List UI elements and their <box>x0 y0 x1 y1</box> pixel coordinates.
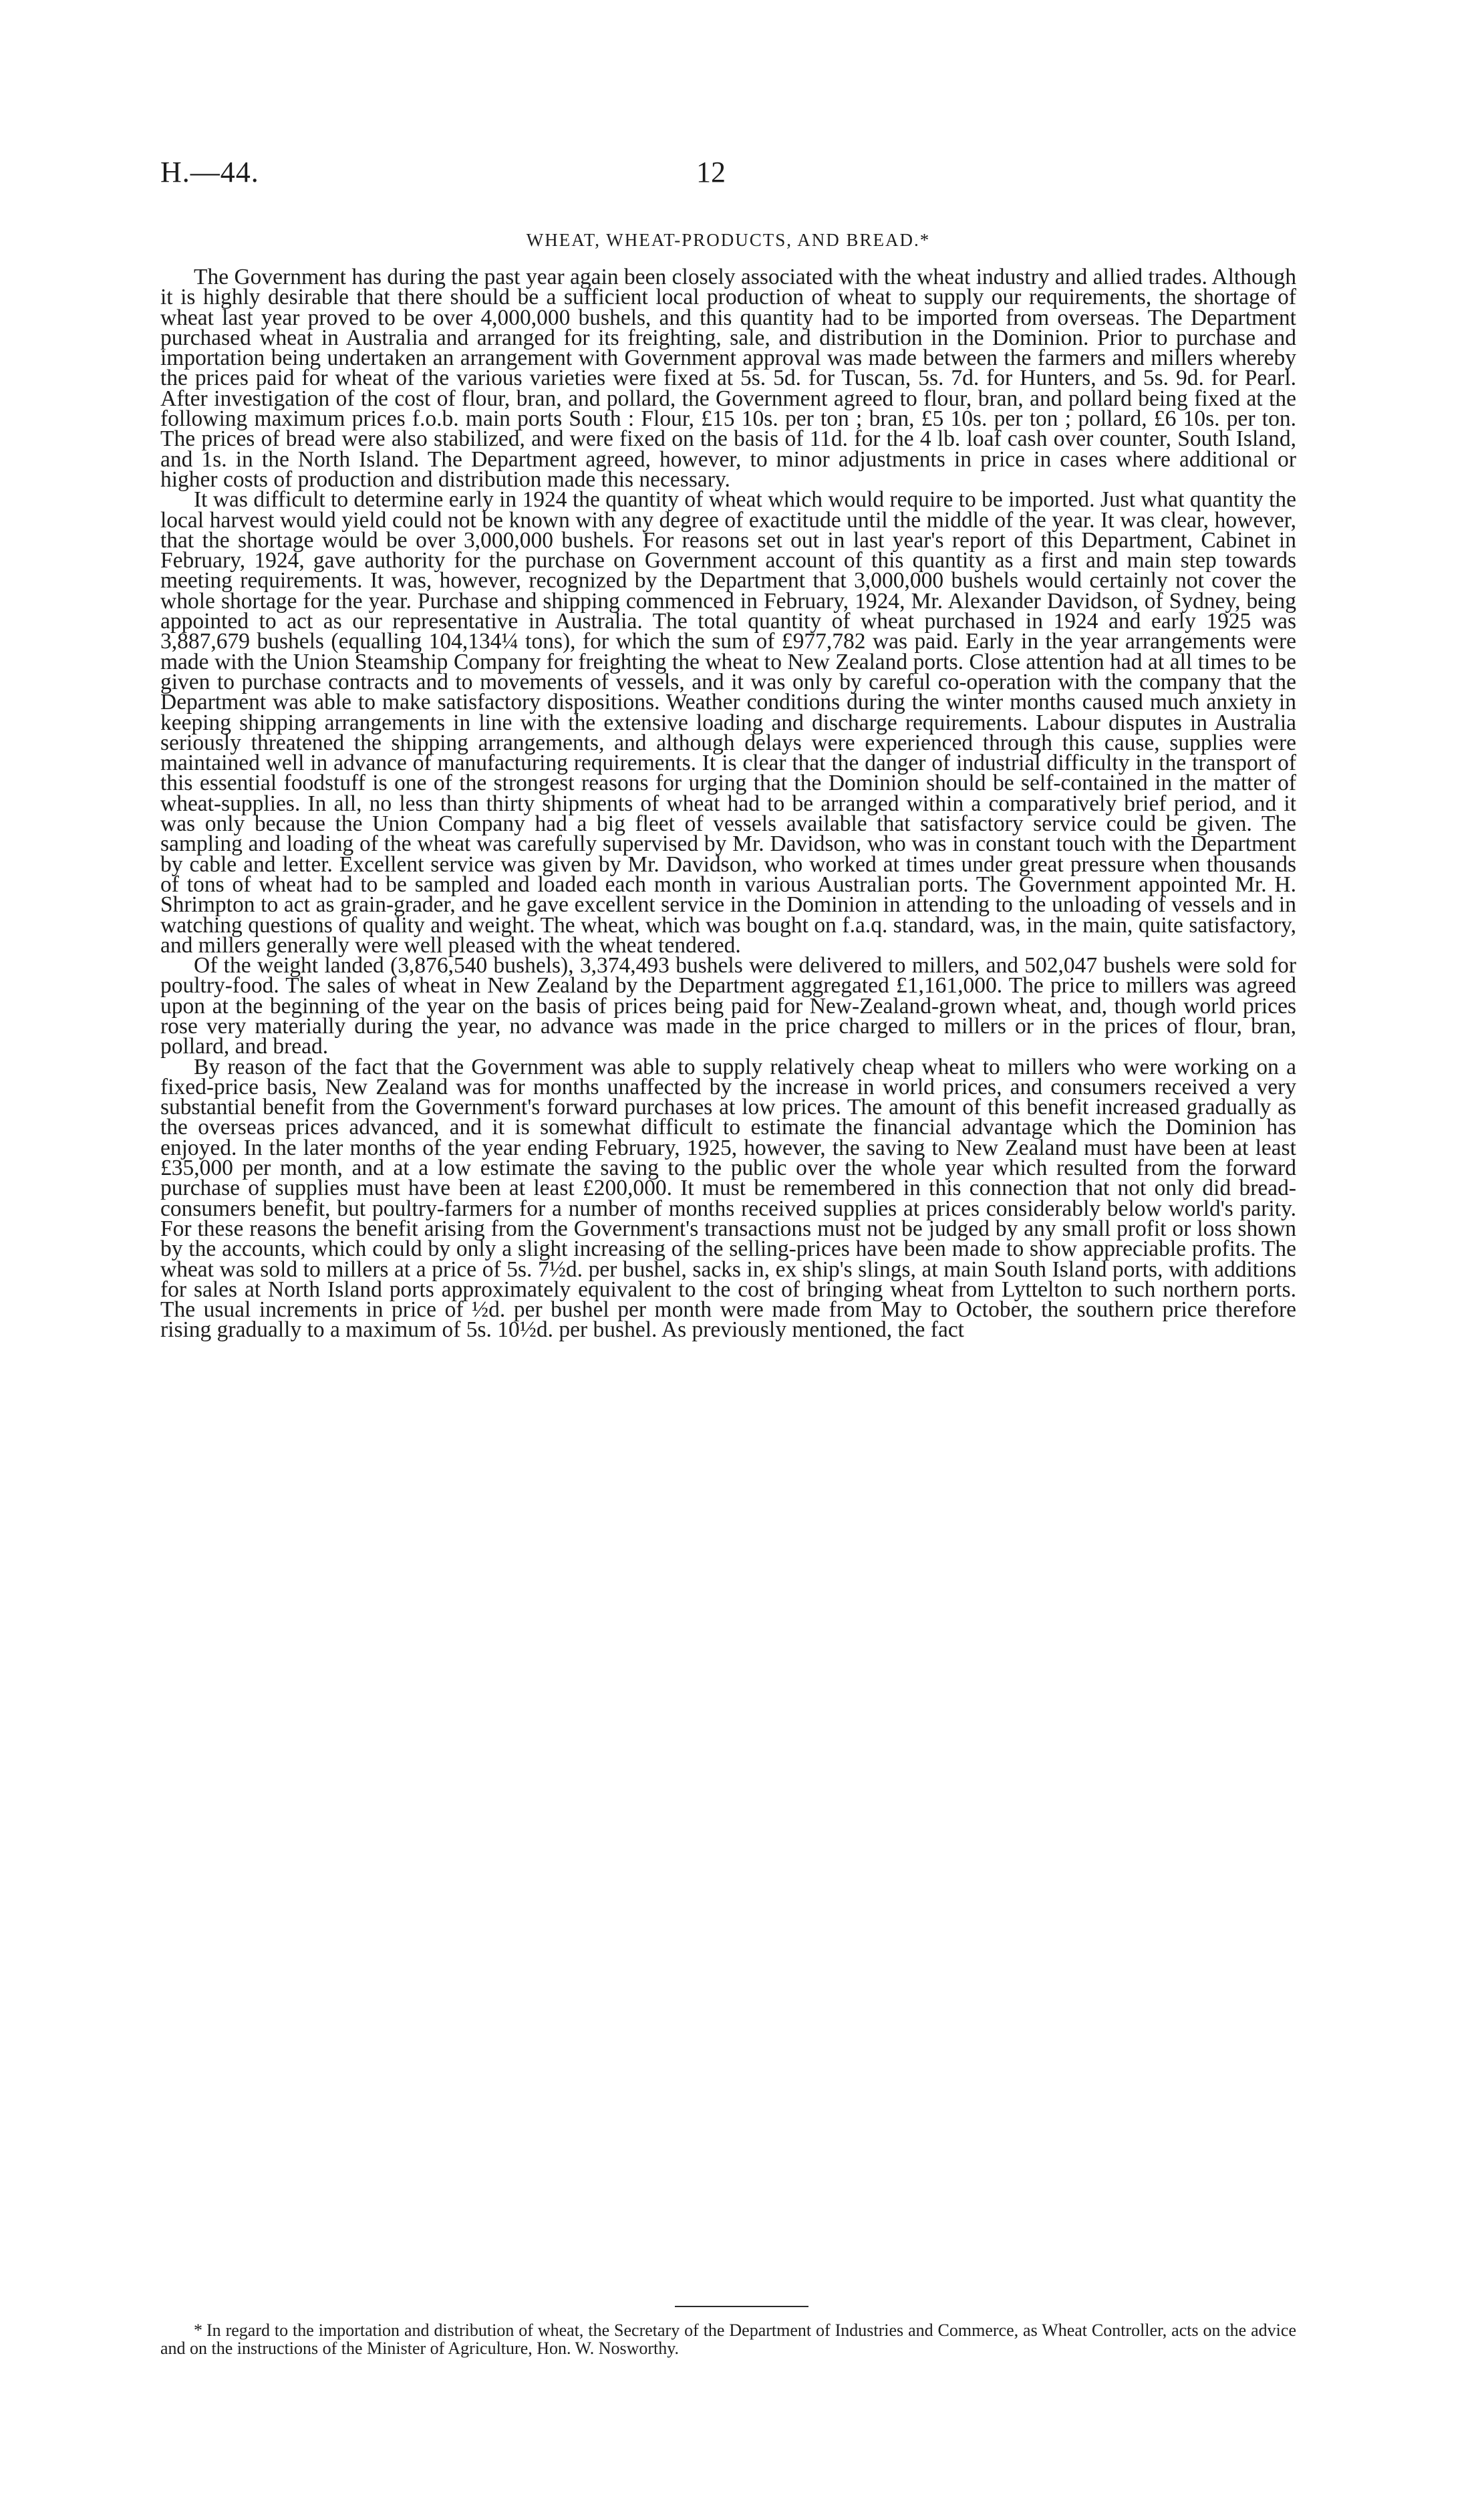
page-number: 12 <box>696 156 726 188</box>
paragraph-1: The Government has during the past year again been closely associated with the wheat industry and allied trades. Although it is highly desirable that there should be a sufficient local production of wheat to supply our requirements, the shortage of wheat last year proved to be over 4,000,000 bushels, and this quantity had to be imported from overseas. The Department purchased wheat in Australia and arranged for its freighting, sale, and distribution in the Dominion. Prior to purchase and importation being undertaken an arrangement with Government approval was made between the farmers and millers whereby the prices paid for wheat of the various varieties were fixed at 5s. 5d. for Tuscan, 5s. 7d. for Hunters, and 5s. 9d. for Pearl. After investigation of the cost of flour, bran, and pollard, the Government agreed to flour, bran, and pollard being fixed at the following maximum prices f.o.b. main ports South : Flour, £15 10s. per ton ; bran, £5 10s. per ton ; pollard, £6 10s. per ton. The prices of bread were also stabilized, and were fixed on the basis of 11d. for the 4 lb. loaf cash over counter, South Island, and 1s. in the North Island. The Department agreed, however, to minor adjustments in price in cases where additional or higher costs of production and distribution made this necessary. <box>160 265 1296 492</box>
paragraph-4: By reason of the fact that the Government was able to supply relatively cheap wheat to millers who were working on a fixed-price basis, New Zealand was for months unaffected by the increase in world prices, and consumers received a very substantial benefit from the Government's forward purchases at low prices. The amount of this benefit increased gradually as the overseas prices advanced, and it is somewhat difficult to estimate the financial advantage which the Dominion has enjoyed. In the later months of the year ending February, 1925, however, the saving to New Zealand must have been at least £35,000 per month, and at a low estimate the saving to the public over the whole year which resulted from the forward purchase of supplies must have been at least £200,000. It must be remembered in this connection that not only did bread-consumers benefit, but poultry-farmers for a number of months received supplies at prices considerably below world's parity. For these reasons the benefit arising from the Government's transactions must not be judged by any small profit or loss shown by the accounts, which could by only a slight increasing of the selling-prices have been made to show appreciable profits. The wheat was sold to millers at a price of 5s. 7½d. per bushel, sacks in, ex ship's slings, at main South Island ports, with additions for sales at North Island ports approximately equivalent to the cost of bringing wheat from Lyttelton to such northern ports. The usual increments in price of ½d. per bushel per month were made from May to October, the southern price therefore rising gradually to a maximum of 5s. 10½d. per bushel. As previously mentioned, the fact <box>160 1054 1296 1343</box>
document-reference: H.—44. <box>160 156 259 188</box>
footnote-paragraph <box>160 2321 1296 2357</box>
body-text <box>160 267 1296 1341</box>
footnote-marker: * <box>194 2321 202 2340</box>
section-title: WHEAT, WHEAT-PRODUCTS, AND BREAD.* <box>526 230 931 250</box>
footnote-divider <box>675 2306 808 2307</box>
paragraph-3: Of the weight landed (3,876,540 bushels), 3,374,493 bushels were delivered to millers, and 502,047 bushels were sold for poultry-food. The sales of wheat in New Zealand by the Department aggregated £1,161,000. The price to millers was agreed upon at the beginning of the year on the basis of prices being paid for New-Zealand-grown wheat, and, though world prices rose very materially during the year, no advance was made in the price charged to millers or in the prices of flour, bran, pollard, and bread. <box>160 953 1296 1059</box>
footnote <box>160 2321 1296 2357</box>
paragraph-2: It was difficult to determine early in 1924 the quantity of wheat which would require to be imported. Just what quantity the local harvest would yield could not be known with any degree of exactitude until the middle of the year. It was clear, however, that the shortage would be over 3,000,000 bushels. For reasons set out in last year's report of this Department, Cabinet in February, 1924, gave authority for the purchase on Government account of this quantity as a first and main step towards meeting requirements. It was, however, recognized by the Department that 3,000,000 bushels would certainly not cover the whole shortage for the year. Purchase and shipping commenced in February, 1924, Mr. Alexander Davidson, of Sydney, being appointed to act as our representative in Australia. The total quantity of wheat purchased in 1924 and early 1925 was 3,887,679 bushels (equalling 104,134¼ tons), for which the sum of £977,782 was paid. Early in the year arrangements were made with the Union Steamship Company for freighting the wheat to New Zealand ports. Close attention had at all times to be given to purchase contracts and to movements of vessels, and it was only by careful co-operation with the company that the Department was able to make satisfactory dispositions. Weather conditions during the winter months caused much anxiety in keeping shipping arrangements in line with the extensive loading and discharge requirements. Labour disputes in Australia seriously threatened the shipping arrangements, and although delays were experienced through this cause, supplies were maintained well in advance of manufacturing requirements. It is clear that the danger of industrial difficulty in the transport of this essential foodstuff is one of the strongest reasons for urging that the Dominion should be self-contained in the matter of wheat-supplies. In all, no less than thirty shipments of wheat had to be arranged within a comparatively brief period, and it was only because the Union Company had a big fleet of vessels available that satisfactory service could be given. The sampling and loading of the wheat was carefully supervised by Mr. Davidson, who was in constant touch with the Department by cable and letter. Excellent service was given by Mr. Davidson, who worked at times under great pressure when thousands of tons of wheat had to be sampled and loaded each month in various Australian ports. The Government appointed Mr. H. Shrimpton to act as grain-grader, and he gave excellent service in the Dominion in attending to the unloading of vessels and in watching questions of quality and weight. The wheat, which was bought on f.a.q. standard, was, in the main, quite satisfactory, and millers generally were well pleased with the wheat tendered. <box>160 487 1296 958</box>
footnote-text: In regard to the importation and distribution of wheat, the Secretary of the Department of Industries and Commerce, as Wheat Controller, acts on the advice and on the instructions of the Minister of Agriculture, Hon. W. Nosworthy. <box>160 2321 1296 2358</box>
